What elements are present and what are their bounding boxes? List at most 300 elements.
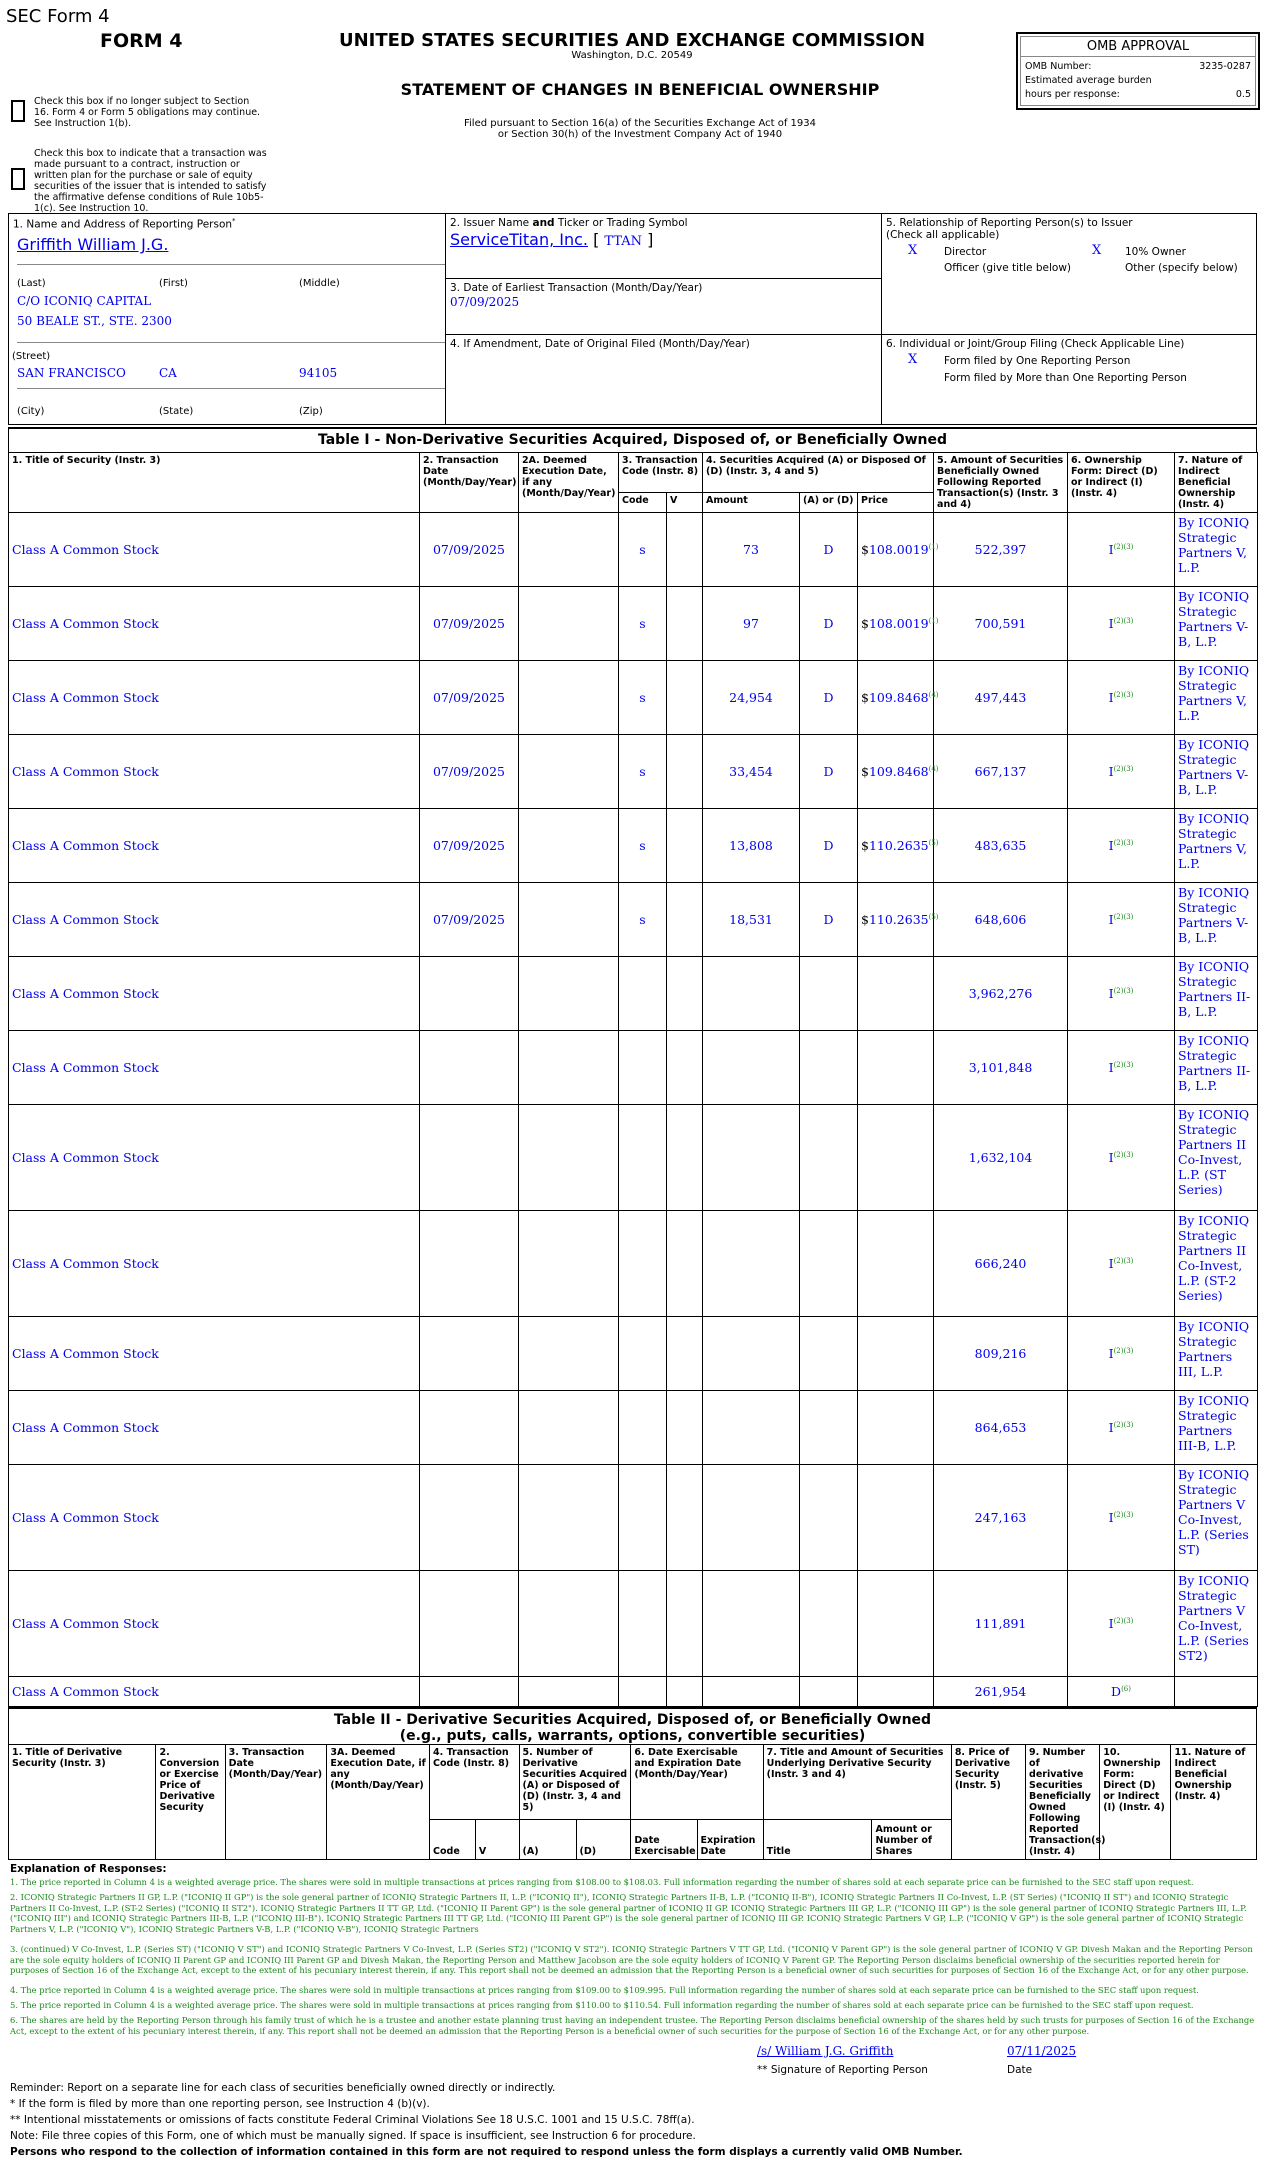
transaction-code <box>619 587 667 661</box>
acquired-disposed <box>800 1031 858 1105</box>
amount-owned-text: 497,443 <box>974 690 1027 705</box>
price-number: $109.8468 <box>861 764 929 779</box>
transaction-code-text: s <box>639 542 646 557</box>
security-title-text: Class A Common Stock <box>12 1346 159 1361</box>
transaction-price <box>858 1211 934 1317</box>
price-footnote: (1) <box>928 616 939 625</box>
table-row <box>9 661 1258 735</box>
nature-of-ownership <box>1175 1465 1258 1571</box>
transaction-date <box>420 1031 519 1105</box>
footer-line4: Persons who respond to the collection of information contained in this form are not required to respond unless the form displays a currently valid OMB Number. <box>10 2146 963 2158</box>
transaction-amount-text: 73 <box>743 542 759 557</box>
ownership-form <box>1068 809 1175 883</box>
t2-sub-v: V <box>475 1819 519 1859</box>
relationship-box <box>881 213 1257 335</box>
table-row <box>9 957 1258 1031</box>
transaction-amount-text: 97 <box>743 616 759 631</box>
transaction-amount <box>703 1465 800 1571</box>
acquired-disposed <box>800 957 858 1031</box>
deemed-date <box>519 1465 619 1571</box>
transaction-date-text: 07/09/2025 <box>432 764 506 779</box>
filed-pursuant-line2: or Section 30(h) of the Investment Company Act of 1940 <box>497 129 783 140</box>
transaction-amount <box>703 587 800 661</box>
transaction-v <box>667 809 703 883</box>
security-title-text: Class A Common Stock <box>12 1510 159 1525</box>
acquired-disposed <box>800 1465 858 1571</box>
ownership-form <box>1068 1391 1175 1465</box>
amount-owned <box>934 1571 1068 1677</box>
sec-form-title: SEC Form 4 <box>6 6 110 27</box>
acquired-disposed-text: D <box>823 838 834 853</box>
amount-owned <box>934 1317 1068 1391</box>
transaction-price <box>858 957 934 1031</box>
col-ownership-form-header: 6. Ownership Form: Direct (D) or Indirect (I) (Instr. 4) <box>1068 453 1175 513</box>
acquired-disposed <box>800 883 858 957</box>
acquired-disposed <box>800 1677 858 1707</box>
one-person-label: Form filed by One Reporting Person <box>944 355 1131 367</box>
security-title <box>9 1211 420 1317</box>
transaction-v <box>667 1571 703 1677</box>
filed-pursuant-line1: Filed pursuant to Section 16(a) of the Securities Exchange Act of 1934 <box>464 118 816 129</box>
transaction-v <box>667 1465 703 1571</box>
transaction-amount <box>703 513 800 587</box>
deemed-date <box>519 1317 619 1391</box>
amount-owned <box>934 1031 1068 1105</box>
amount-owned-text: 864,653 <box>974 1420 1027 1435</box>
deemed-date <box>519 1031 619 1105</box>
relationship-label: 5. Relationship of Reporting Person(s) to Issuer <box>886 217 1133 229</box>
acquired-disposed-text: D <box>823 690 834 705</box>
divider <box>17 388 445 389</box>
omb-hours-row <box>1025 89 1251 100</box>
ten-percent-owner-mark[interactable]: X <box>1092 243 1102 258</box>
footnote-3: 3. (continued) V Co-Invest, L.P. (Series ST) ("ICONIQ V ST") and ICONIQ Strategic Partners V Co-Invest, L.P. (Series ST2) ("ICONIQ V ST2"). ICONIQ Strategic Partners V TT GP, Ltd. ("ICONIQ V Parent GP") is the sole general partner of ICONIQ V GP. Divesh Makan and the Reporting Person are the sole equity holders of ICONIQ II Parent GP and ICONIQ III Parent GP and Divesh Makan, the Reporting Person and Matthew Jacobson are the sole equity holders of ICONIQ V Parent GP. The Reporting Person disclaims beneficial ownership of the securities reported herein for purposes of Section 16 of the Exchange Act, except to the extent of his pecuniary interest therein, if any. This report shall not be deemed an admission that the Reporting Person is a beneficial owner of such securities for purposes of Section 16 of the Exchange Act, or for any other purpose. <box>10 1944 1253 1975</box>
security-title <box>9 957 420 1031</box>
transaction-v <box>667 735 703 809</box>
reporting-person-label: 1. Name and Address of Reporting Person* <box>13 217 236 231</box>
one-person-mark[interactable]: X <box>908 352 918 367</box>
ownership-form-text: I <box>1108 1150 1114 1165</box>
t2-col1-header: 1. Title of Derivative Security (Instr. 3) <box>9 1745 156 1860</box>
transaction-code <box>619 883 667 957</box>
omb-number-label: OMB Number: <box>1025 61 1092 72</box>
amount-owned <box>934 883 1068 957</box>
price-footnote: (1) <box>928 542 939 551</box>
ownership-form-text: I <box>1108 1420 1114 1435</box>
transaction-code <box>619 1031 667 1105</box>
acquired-disposed <box>800 1391 858 1465</box>
transaction-v <box>667 883 703 957</box>
ownership-form-text: I <box>1108 764 1114 779</box>
ownership-form <box>1068 1211 1175 1317</box>
ownership-form-text: I <box>1108 1256 1114 1271</box>
amendment-box <box>445 334 882 425</box>
transaction-amount <box>703 883 800 957</box>
amount-owned-text: 3,101,848 <box>968 1060 1033 1075</box>
transaction-date <box>420 587 519 661</box>
divider <box>17 342 445 343</box>
transaction-v <box>667 587 703 661</box>
table-row <box>9 513 1258 587</box>
nature-of-ownership <box>1175 735 1258 809</box>
transaction-price <box>858 1571 934 1677</box>
amount-owned <box>934 587 1068 661</box>
reporting-person-box <box>8 213 446 425</box>
t2-col2-header: 2. Conversion or Exercise Price of Derivative Security <box>156 1745 225 1860</box>
price-value <box>861 542 939 557</box>
nature-of-ownership <box>1175 513 1258 587</box>
transaction-date <box>420 1391 519 1465</box>
security-title <box>9 661 420 735</box>
transaction-price <box>858 735 939 809</box>
nature-of-ownership-text: By ICONIQ Strategic Partners III, L.P. <box>1178 1319 1250 1379</box>
signature-name: /s/ William J.G. Griffith <box>757 2044 894 2058</box>
nature-of-ownership-text: By ICONIQ Strategic Partners V-B, L.P. <box>1178 589 1250 649</box>
price-value <box>861 838 939 853</box>
ownership-form-text: I <box>1108 1060 1114 1075</box>
ownership-form-text: I <box>1108 690 1114 705</box>
officer-label: Officer (give title below) <box>944 262 1072 274</box>
t2-col10-header: 10. Ownership Form: Direct (D) or Indirect (I) (Instr. 4) <box>1100 1745 1171 1860</box>
table-row <box>9 1105 1258 1211</box>
amount-owned-text: 261,954 <box>974 1684 1027 1699</box>
transaction-amount <box>703 809 800 883</box>
transaction-price <box>858 1317 934 1391</box>
amount-owned <box>934 1391 1068 1465</box>
table2-caption <box>8 1707 1257 1745</box>
nature-of-ownership <box>1175 1391 1258 1465</box>
last-name-label: (Last) <box>17 278 46 289</box>
footnote-1: 1. The price reported in Column 4 is a weighted average price. The shares were sold in multiple transactions at prices ranging from $108.00 to $108.03. Full information regarding the number of shares sold at each separate price can be furnished to the SEC staff upon request. <box>10 1877 1194 1887</box>
table1 <box>8 452 1258 1707</box>
amount-owned <box>934 809 1068 883</box>
reporting-person-asterisk: * <box>232 217 236 225</box>
security-title <box>9 809 420 883</box>
security-title-text: Class A Common Stock <box>12 1256 159 1271</box>
price-value <box>861 616 939 631</box>
nature-of-ownership-text: By ICONIQ Strategic Partners V Co-Invest, L.P. (Series ST2) <box>1178 1573 1250 1663</box>
amount-owned-text: 111,891 <box>974 1616 1027 1631</box>
transaction-date <box>420 1677 519 1707</box>
transaction-amount <box>703 1031 800 1105</box>
transaction-date <box>420 1317 519 1391</box>
filing-box <box>881 334 1257 425</box>
ownership-form <box>1068 735 1175 809</box>
ownership-footnote: (2)(3) <box>1113 1256 1134 1265</box>
footer-line3: Note: File three copies of this Form, one of which must be manually signed. If space is insufficient, see Instruction 6 for procedure. <box>10 2130 696 2142</box>
price-value <box>861 912 939 927</box>
transaction-date <box>420 1211 519 1317</box>
rule10b5-checkbox[interactable] <box>11 168 25 190</box>
transaction-date <box>420 957 519 1031</box>
deemed-date <box>519 1211 619 1317</box>
transaction-v <box>667 661 703 735</box>
table2 <box>8 1744 1257 1860</box>
issuer-box <box>445 213 882 279</box>
price-value <box>861 764 939 779</box>
security-title <box>9 587 420 661</box>
ownership-form <box>1068 957 1175 1031</box>
ownership-form-text: I <box>1108 838 1114 853</box>
transaction-code-text: s <box>639 912 646 927</box>
nature-of-ownership <box>1175 957 1258 1031</box>
transaction-date <box>420 1105 519 1211</box>
t2-col3a-header: 3A. Deemed Execution Date, if any (Month/Day/Year) <box>327 1745 430 1860</box>
table-row <box>9 1031 1258 1105</box>
security-title <box>9 1391 420 1465</box>
amount-owned <box>934 661 1068 735</box>
ownership-footnote: (2)(3) <box>1113 838 1134 847</box>
first-name-label: (First) <box>159 278 188 289</box>
security-title-text: Class A Common Stock <box>12 690 159 705</box>
relationship-sublabel: (Check all applicable) <box>886 229 1000 241</box>
table-row <box>9 735 1258 809</box>
transaction-amount-text: 24,954 <box>729 690 773 705</box>
omb-approval-box <box>1016 32 1260 110</box>
footnote-2: 2. ICONIQ Strategic Partners II GP, L.P. ("ICONIQ II GP") is the sole general partner of ICONIQ Strategic Partners II, L.P. ("ICONIQ II"), ICONIQ Strategic Partners II-B, L.P. ("ICONIQ II-B"), ICONIQ Strategic Partners II Co-Invest, L.P. (ST Series) ("ICONIQ II ST") and ICONIQ Strategic Partners II Co-Invest, L.P. (ST-2 Series) ("ICONIQ II ST2"). ICONIQ Strategic Partners II TT GP, Ltd. ("ICONIQ II Parent GP") is the sole general partner of ICONIQ II GP. ICONIQ Strategic Partners III GP, L.P. ("ICONIQ III GP") is the sole general partner of ICONIQ Strategic Partners III, L.P. ("ICONIQ III") and ICONIQ Strategic Partners III-B, L.P. ("ICONIQ III-B"). ICONIQ Strategic Partners III TT GP, Ltd. ("ICONIQ III Parent GP") is the sole general partner of ICONIQ III GP. ICONIQ Strategic Partners V GP, L.P. ("ICONIQ V GP") is the sole general partner of ICONIQ Strategic Partners V, L.P. ("ICONIQ V"), ICONIQ Strategic Partners V-B, L.P. ("ICONIQ V-B"), ICONIQ Strategic Partners <box>10 1892 1247 1934</box>
t2-sub-expiration: Expiration Date <box>697 1819 763 1859</box>
issuer-name-link[interactable]: ServiceTitan, Inc. <box>450 230 588 249</box>
omb-number-row <box>1025 61 1251 72</box>
commission-city: Washington, D.C. 20549 <box>571 50 693 61</box>
security-title-text: Class A Common Stock <box>12 1420 159 1435</box>
amount-owned <box>934 1105 1068 1211</box>
transaction-v <box>667 1031 703 1105</box>
omb-title: OMB APPROVAL <box>1021 39 1255 57</box>
price-number: $110.2635 <box>861 838 929 853</box>
ownership-footnote: (2)(3) <box>1113 986 1134 995</box>
nature-of-ownership <box>1175 1211 1258 1317</box>
amount-owned-text: 809,216 <box>974 1346 1027 1361</box>
transaction-price <box>858 1031 934 1105</box>
nature-of-ownership <box>1175 1677 1258 1707</box>
t2-col5-header: 5. Number of Derivative Securities Acquired (A) or Disposed of (D) (Instr. 3, 4 and 5) <box>519 1745 631 1820</box>
divider <box>17 264 445 265</box>
amount-owned-text: 666,240 <box>974 1256 1027 1271</box>
middle-name-label: (Middle) <box>299 278 340 289</box>
ownership-form <box>1068 587 1175 661</box>
transaction-date <box>420 883 519 957</box>
acquired-disposed-text: D <box>823 616 834 631</box>
deemed-date <box>519 587 619 661</box>
transaction-code <box>619 1571 667 1677</box>
t2-col9-header: 9. Number of derivative Securities Beneficially Owned Following Reported Transaction(s) (Instr. 4) <box>1026 1745 1100 1860</box>
amount-owned <box>934 513 1068 587</box>
amount-owned-text: 700,591 <box>974 616 1027 631</box>
transaction-code-text: s <box>639 838 646 853</box>
security-title-text: Class A Common Stock <box>12 764 159 779</box>
ownership-footnote: (2)(3) <box>1113 542 1134 551</box>
transaction-v <box>667 957 703 1031</box>
t2-col8-header: 8. Price of Derivative Security (Instr. 5) <box>951 1745 1025 1860</box>
transaction-date-text: 07/09/2025 <box>432 616 506 631</box>
nature-of-ownership <box>1175 809 1258 883</box>
ownership-form-text: I <box>1108 1510 1114 1525</box>
nature-of-ownership <box>1175 1031 1258 1105</box>
table-row <box>9 809 1258 883</box>
transaction-code <box>619 1211 667 1317</box>
transaction-price <box>858 1677 934 1707</box>
ownership-form-text: D <box>1111 1684 1122 1699</box>
transaction-v <box>667 1317 703 1391</box>
transaction-v <box>667 1677 703 1707</box>
security-title <box>9 883 420 957</box>
footer-line1: * If the form is filed by more than one reporting person, see Instruction 4 (b)(v). <box>10 2098 430 2110</box>
transaction-price <box>858 1465 934 1571</box>
transaction-price <box>858 661 939 735</box>
table-row <box>9 1465 1258 1571</box>
col-nature-header: 7. Nature of Indirect Beneficial Ownership (Instr. 4) <box>1175 453 1258 513</box>
amount-owned <box>934 957 1068 1031</box>
transaction-code <box>619 661 667 735</box>
section16-checkbox[interactable] <box>11 100 25 122</box>
nature-of-ownership-text: By ICONIQ Strategic Partners V-B, L.P. <box>1178 885 1250 945</box>
amount-owned-text: 247,163 <box>974 1510 1027 1525</box>
nature-of-ownership-text: By ICONIQ Strategic Partners II Co-Invest, L.P. (ST-2 Series) <box>1178 1213 1250 1303</box>
t2-sub-exercisable: Date Exercisable <box>631 1819 697 1859</box>
acquired-disposed <box>800 587 858 661</box>
transaction-amount <box>703 957 800 1031</box>
ownership-footnote: (2)(3) <box>1113 764 1134 773</box>
footnote-4: 4. The price reported in Column 4 is a weighted average price. The shares were sold in multiple transactions at prices ranging from $109.00 to $109.995. Full information regarding the number of shares sold at each separate price can be furnished to the SEC staff upon request. <box>10 1985 1199 1995</box>
t2-sub-d: (D) <box>576 1819 631 1859</box>
security-title <box>9 735 420 809</box>
transaction-code-text: s <box>639 690 646 705</box>
ownership-form <box>1068 1317 1175 1391</box>
t2-col4-header: 4. Transaction Code (Instr. 8) <box>430 1745 520 1820</box>
transaction-price <box>858 1105 934 1211</box>
zip-label: (Zip) <box>299 406 323 417</box>
transaction-amount <box>703 1391 800 1465</box>
sub-v-header: V <box>667 492 703 512</box>
footnote-6: 6. The shares are held by the Reporting Person through his family trust of which he is a trustee and another estate planning trust having an independent trustee. The Reporting Person disclaims beneficial ownership of the shares held by such trusts for purposes of Section 16 of the Exchange Act, except to the extent of his pecuniary interest therein, if any. This report shall not be deemed an admission that the Reporting Person is a beneficial owner of such securities for the purpose of Section 16 of the Exchange Act, or for any other purpose. <box>10 2015 1255 2036</box>
deemed-date <box>519 809 619 883</box>
transaction-date-text: 07/09/2025 <box>432 542 506 557</box>
issuer-ticker: TTAN <box>604 234 643 249</box>
acquired-disposed-text: D <box>823 542 834 557</box>
acquired-disposed <box>800 1317 858 1391</box>
table-row <box>9 1211 1258 1317</box>
transaction-price <box>858 1391 934 1465</box>
price-footnote: (4) <box>928 690 939 699</box>
transaction-code <box>619 1105 667 1211</box>
price-value <box>861 690 939 705</box>
price-footnote: (4) <box>928 764 939 773</box>
acquired-disposed-text: D <box>823 764 834 779</box>
transaction-amount-text: 18,531 <box>729 912 773 927</box>
transaction-amount <box>703 1677 800 1707</box>
ownership-form <box>1068 1031 1175 1105</box>
col-acquired-header: 4. Securities Acquired (A) or Disposed Of (D) (Instr. 3, 4 and 5) <box>703 453 934 493</box>
omb-burden-label: Estimated average burden <box>1025 75 1152 86</box>
acquired-disposed <box>800 513 858 587</box>
filing-label: 6. Individual or Joint/Group Filing (Check Applicable Line) <box>886 338 1185 350</box>
acquired-disposed <box>800 1211 858 1317</box>
table-row <box>9 587 1258 661</box>
sub-ad-header: (A) or (D) <box>800 492 858 512</box>
amount-owned <box>934 735 1068 809</box>
transaction-price <box>858 513 939 587</box>
table2-caption-line2: (e.g., puts, calls, warrants, options, convertible securities) <box>399 1728 866 1744</box>
ownership-form-text: I <box>1108 1616 1114 1631</box>
ownership-footnote: (2)(3) <box>1113 1420 1134 1429</box>
signature-date: 07/11/2025 <box>1007 2044 1077 2058</box>
footnote-5: 5. The price reported in Column 4 is a weighted average price. The shares were sold in multiple transactions at prices ranging from $110.00 to $110.54. Full information regarding the number of shares sold at each separate price can be furnished to the SEC staff upon request. <box>10 2000 1194 2010</box>
transaction-code <box>619 1465 667 1571</box>
footer-line2: ** Intentional misstatements or omissions of facts constitute Federal Criminal Violations See 18 U.S.C. 1001 and 15 U.S.C. 78ff(a). <box>10 2114 695 2126</box>
nature-of-ownership <box>1175 883 1258 957</box>
issuer-label: 2. Issuer Name and Ticker or Trading Symbol <box>450 217 688 229</box>
col-title-header: 1. Title of Security (Instr. 3) <box>9 453 420 513</box>
price-footnote: (5) <box>928 838 939 847</box>
ownership-footnote: (2)(3) <box>1113 1150 1134 1159</box>
amount-owned-text: 648,606 <box>974 912 1027 927</box>
sub-amount-header: Amount <box>703 492 800 512</box>
ownership-form-text: I <box>1108 912 1114 927</box>
nature-of-ownership-text: By ICONIQ Strategic Partners V, L.P. <box>1178 663 1250 723</box>
nature-of-ownership-text: By ICONIQ Strategic Partners II-B, L.P. <box>1178 1033 1251 1093</box>
nature-of-ownership-text: By ICONIQ Strategic Partners II Co-Invest, L.P. (ST Series) <box>1178 1107 1250 1197</box>
transaction-code <box>619 809 667 883</box>
ownership-footnote: (2)(3) <box>1113 690 1134 699</box>
security-title-text: Class A Common Stock <box>12 1150 159 1165</box>
state-value: CA <box>159 366 177 380</box>
acquired-disposed-text: D <box>823 912 834 927</box>
transaction-date <box>420 1465 519 1571</box>
deemed-date <box>519 1571 619 1677</box>
issuer-row: ServiceTitan, Inc. [ TTAN ] <box>450 230 654 249</box>
transaction-date <box>420 809 519 883</box>
ownership-footnote: (2)(3) <box>1113 1346 1134 1355</box>
ownership-form-text: I <box>1108 616 1114 631</box>
security-title <box>9 1677 420 1707</box>
signature-date-label: Date <box>1007 2064 1033 2076</box>
transaction-code <box>619 1677 667 1707</box>
security-title <box>9 1105 420 1211</box>
deemed-date <box>519 883 619 957</box>
other-label: Other (specify below) <box>1125 262 1238 274</box>
amount-owned-text: 522,397 <box>974 542 1027 557</box>
ownership-form-text: I <box>1108 542 1114 557</box>
street-label: (Street) <box>12 351 51 362</box>
deemed-date <box>519 661 619 735</box>
col-deemed-header: 2A. Deemed Execution Date, if any (Month/Day/Year) <box>519 453 619 513</box>
transaction-v <box>667 1391 703 1465</box>
reporting-person-name-link[interactable]: Griffith William J.G. <box>17 235 169 254</box>
transaction-amount-text: 33,454 <box>729 764 773 779</box>
transaction-date-text: 07/09/2025 <box>432 690 506 705</box>
t2-col11-header: 11. Nature of Indirect Beneficial Ownership (Instr. 4) <box>1171 1745 1257 1860</box>
transaction-code-text: s <box>639 764 646 779</box>
transaction-amount <box>703 661 800 735</box>
amount-owned <box>934 1465 1068 1571</box>
deemed-date <box>519 1105 619 1211</box>
table1-caption: Table I - Non-Derivative Securities Acquired, Disposed of, or Beneficially Owned <box>8 427 1257 453</box>
transaction-price <box>858 809 939 883</box>
omb-number: 3235-0287 <box>1199 61 1251 72</box>
col-date-header: 2. Transaction Date (Month/Day/Year) <box>420 453 519 513</box>
t2-sub-code: Code <box>430 1819 476 1859</box>
address-line2: 50 BEALE ST., STE. 2300 <box>17 314 172 328</box>
t2-col3-header: 3. Transaction Date (Month/Day/Year) <box>225 1745 327 1860</box>
transaction-code <box>619 1391 667 1465</box>
director-mark[interactable]: X <box>908 243 918 258</box>
security-title-text: Class A Common Stock <box>12 986 159 1001</box>
transaction-code <box>619 1317 667 1391</box>
table-row <box>9 883 1258 957</box>
transaction-code-text: s <box>639 616 646 631</box>
transaction-amount <box>703 1105 800 1211</box>
